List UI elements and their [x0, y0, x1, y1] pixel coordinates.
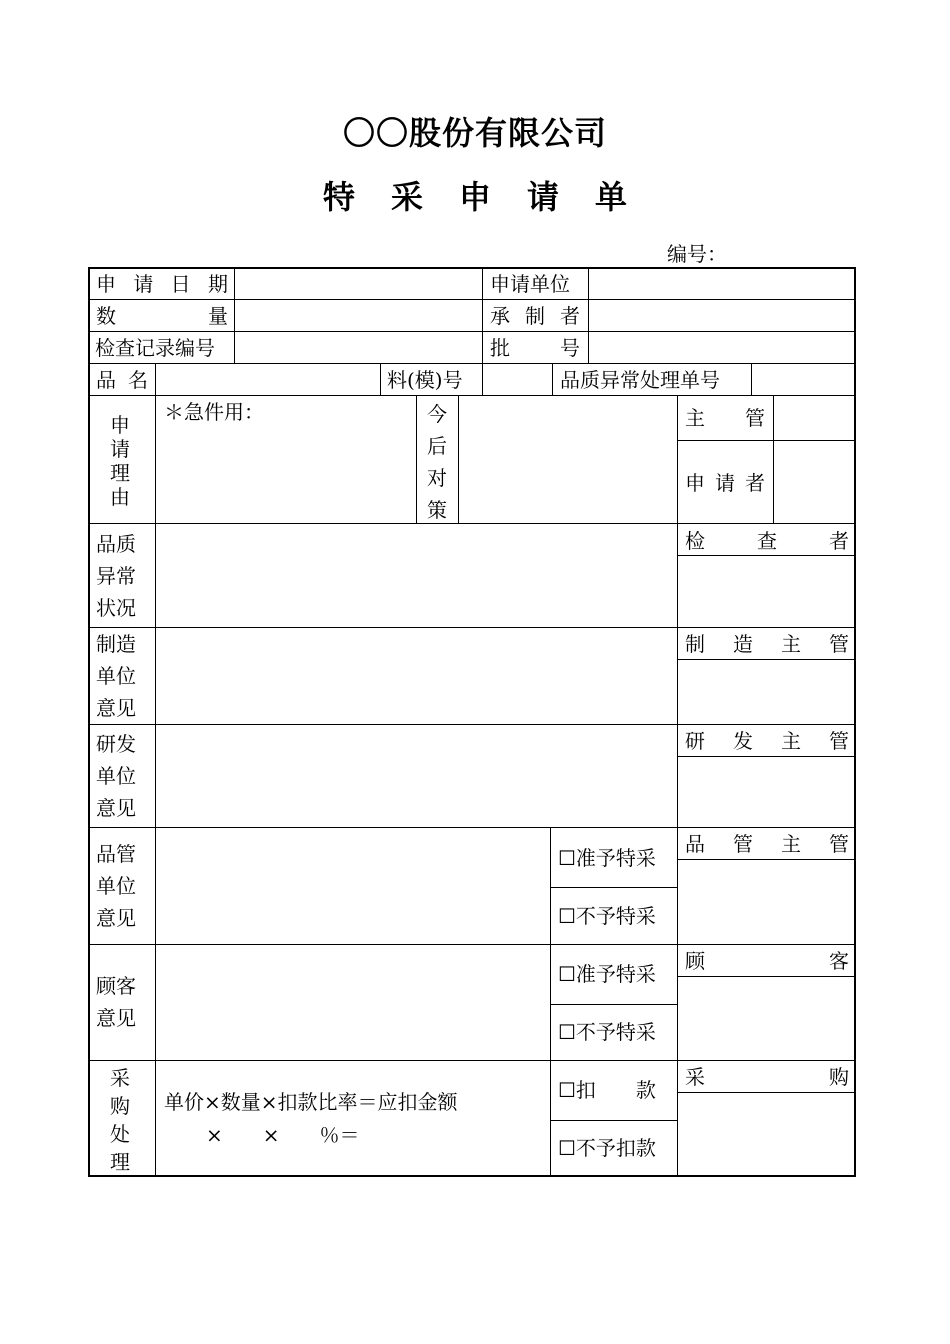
purchase-handling-label: 采 购 处 理: [110, 1066, 130, 1174]
form-title: 特 采 申 请 单: [322, 178, 628, 216]
manufacturing-opinion-label: 制造 单位 意见: [96, 632, 136, 720]
deduction-formula-blanks: × × ％＝: [206, 1123, 360, 1147]
company-name: 〇〇股份有限公司: [342, 114, 607, 152]
urgent-label: ＊急件用：: [164, 400, 264, 424]
customer-approve-checkbox[interactable]: ☐准予特采: [558, 962, 656, 986]
rd-supervisor-label: 研 发 主 管: [685, 729, 849, 753]
no-deduct-checkbox[interactable]: ☐不予扣款: [558, 1136, 656, 1160]
deduct-checkbox[interactable]: ☐扣 款: [558, 1078, 656, 1102]
supervisor-label: 主 管: [685, 406, 765, 430]
quality-abnormal-label: 品质 异常 状况: [96, 532, 136, 620]
qc-opinion-label: 品管 单位 意见: [96, 842, 136, 930]
purchasing-label: 采 购: [685, 1065, 849, 1089]
rd-opinion-label: 研发 单位 意见: [96, 732, 136, 820]
maker-label: 承 制 者: [490, 304, 580, 328]
manufacturing-supervisor-label: 制 造 主 管: [685, 632, 849, 656]
part-no-label: 料(模)号: [387, 368, 463, 392]
qc-supervisor-label: 品 管 主 管: [685, 832, 849, 856]
reason-label: 申 请 理 由: [110, 413, 130, 509]
batch-no-label: 批 号: [490, 336, 580, 360]
qc-approve-checkbox[interactable]: ☐准予特采: [558, 846, 656, 870]
future-measures-label: 今 后 对 策: [427, 402, 447, 522]
applicant-label: 申 请 者: [685, 471, 765, 495]
abnormal-no-label: 品质异常处理单号: [560, 368, 720, 392]
customer-label: 顾 客: [685, 949, 849, 973]
deduction-formula: 单价×数量×扣款比率＝应扣金额: [164, 1090, 458, 1114]
product-name-label: 品 名: [96, 368, 148, 392]
inspection-no-label: 检查记录编号: [95, 336, 215, 360]
doc-number-label: 编号：: [667, 242, 727, 266]
inspector-label: 检 查 者: [685, 529, 849, 553]
customer-opinion-label: 顾客 意见: [96, 974, 136, 1030]
quantity-label: 数 量: [96, 304, 228, 328]
customer-reject-checkbox[interactable]: ☐不予特采: [558, 1020, 656, 1044]
apply-unit-label: 申请单位: [490, 272, 570, 296]
qc-reject-checkbox[interactable]: ☐不予特采: [558, 904, 656, 928]
apply-date-label: 申 请 日 期: [96, 272, 228, 296]
